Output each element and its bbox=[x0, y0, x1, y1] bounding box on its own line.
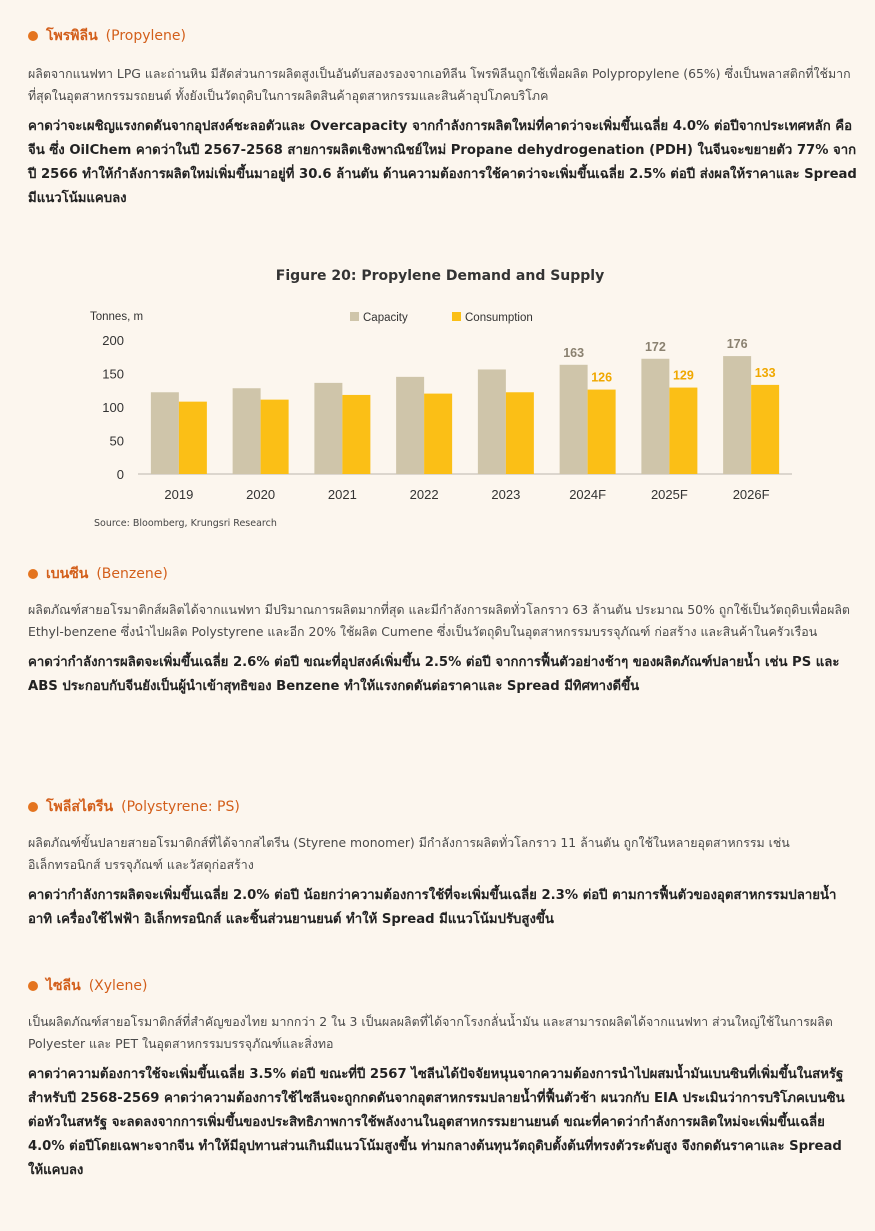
y-axis-label: Tonnes, m bbox=[90, 311, 144, 323]
bar-capacity bbox=[560, 365, 588, 474]
chart-source: Source: Bloomberg, Krungsri Research bbox=[94, 518, 277, 529]
data-label: 163 bbox=[563, 345, 585, 360]
data-label: 172 bbox=[644, 339, 666, 354]
section-heading bbox=[28, 563, 853, 585]
legend-label: Consumption bbox=[465, 312, 533, 324]
section-benzene bbox=[28, 563, 853, 699]
bar-consumption bbox=[424, 394, 452, 474]
y-tick-label: 0 bbox=[116, 467, 124, 482]
x-tick-label: 2023 bbox=[491, 487, 521, 502]
bullet-icon bbox=[28, 31, 38, 41]
section-outlook: คาดว่ากำลังการผลิตจะเพิ่มขึ้นเฉลี่ย 2.6% ต่อปี ขณะที่อุปสงค์เพิ่มขึ้น 2.5% ต่อปี จากการฟื้นตัวอย่างช้าๆ ของผลิตภัณฑ์ปลายน้ำ เช่น PS และ ABS ประกอบกับจีนยังเป็นผู้นำเข้าสุทธิของ Benzene ทำให้แรงกดดันต่อราคาและ Spread มีทิศทางดีขึ้น bbox=[28, 655, 840, 694]
legend-swatch bbox=[452, 312, 461, 321]
legend-label: Capacity bbox=[363, 312, 408, 324]
y-tick-label: 150 bbox=[102, 366, 124, 382]
bullet-icon bbox=[28, 802, 38, 812]
y-tick-label: 50 bbox=[109, 433, 124, 449]
x-tick-label: 2026F bbox=[732, 487, 770, 502]
data-label: 129 bbox=[672, 368, 694, 383]
chart-title: Figure 20: Propylene Demand and Supply bbox=[275, 268, 605, 284]
section-description: ผลิตจากแนฟทา LPG และถ่านหิน มีสัดส่วนการผลิตสูงเป็นอันดับสองรองจากเอทิลีน โพรพิลีนถูกใช้เพื่อผลิต Polypropylene (65%) ซึ่งเป็นพลาสติกที่ใช้มากที่สุดในอุตสาหกรรมรถยนต์ ทั้งยังเป็นวัตถุดิบในการผลิตสินค้าอุตสาหกรรมและสินค้าอุปโภคบริโภค bbox=[28, 66, 851, 103]
section-xylene bbox=[28, 975, 853, 1183]
section-title-th: โพลีสไตรีน bbox=[46, 799, 114, 815]
bar-consumption bbox=[342, 395, 370, 474]
section-title-en: (Propylene) bbox=[105, 28, 186, 44]
bullet-icon bbox=[28, 569, 38, 579]
section-polystyrene bbox=[28, 796, 853, 932]
bar-consumption bbox=[179, 402, 207, 474]
bar-capacity bbox=[478, 369, 506, 474]
bar-capacity bbox=[641, 359, 669, 474]
figure-propylene-demand-supply bbox=[80, 260, 800, 540]
bar-capacity bbox=[314, 383, 342, 474]
x-tick-label: 2022 bbox=[409, 487, 439, 502]
data-label: 176 bbox=[726, 337, 748, 352]
section-description: เป็นผลิตภัณฑ์สายอโรมาติกส์ที่สำคัญของไทย มากกว่า 2 ใน 3 เป็นผลผลิตที่ได้จากโรงกลั่นน้ำมัน และสามารถผลิตได้จากแนฟทา ส่วนใหญ่ใช้ในการผลิต Polyester และ PET ในอุตสาหกรรมบรรจุภัณฑ์และสิ่งทอ bbox=[28, 1014, 833, 1051]
section-title-en: (Polystyrene: PS) bbox=[121, 799, 240, 815]
x-tick-label: 2024F bbox=[569, 487, 607, 502]
section-outlook: คาดว่าจะเผชิญแรงกดดันจากอุปสงค์ชะลอตัวและ Overcapacity จากกำลังการผลิตใหม่ที่คาดว่าจะเพิ่มขึ้นเฉลี่ย 4.0% ต่อปีจากประเทศหลัก คือ จีน ซึ่ง OilChem คาดว่าในปี 2567-2568 สายการผลิตเชิงพาณิชย์ใหม่ Propane dehydrogenation (PDH) ในจีนจะขยายตัว 77% จากปี 2566 ทำให้กำลังการผลิตใหม่เพิ่มขึ้นมาอยู่ที่ 30.6 ล้านตัน ด้านความต้องการใช้คาดว่าจะเพิ่มขึ้นเฉลี่ย 2.5% ต่อปี ส่งผลให้ราคาและ Spread มีแนวโน้มแคบลง bbox=[28, 119, 857, 206]
bar-consumption bbox=[669, 388, 697, 474]
bar-capacity bbox=[233, 388, 261, 474]
x-tick-label: 2020 bbox=[246, 487, 276, 502]
section-title-en: (Benzene) bbox=[96, 566, 168, 582]
x-tick-label: 2021 bbox=[327, 487, 357, 502]
section-outlook: คาดว่าความต้องการใช้จะเพิ่มขึ้นเฉลี่ย 3.5% ต่อปี ขณะที่ปี 2567 ไซลีนได้ปัจจัยหนุนจากความต้องการนำไปผสมน้ำมันเบนซินที่เพิ่มขึ้นในสหรัฐ สำหรับปี 2568-2569 คาดว่าความต้องการใช้ไซลีนจะถูกกดดันจากอุตสาหกรรมปลายน้ำที่ฟื้นตัวช้า ผนวกกับ EIA ประเมินว่าการบริโภคเบนซินต่อหัวในสหรัฐ จะลดลงจากการเพิ่มขึ้นของประสิทธิภาพการใช้พลังงานในอุตสาหกรรมยานยนต์ ขณะที่คาดว่ากำลังการผลิตใหม่จะเพิ่มขึ้นเฉลี่ย 4.0% ต่อปีโดยเฉพาะจากจีน ทำให้มีอุปทานส่วนเกินมีแนวโน้มสูงขึ้น ท่ามกลางต้นทุนวัตถุดิบตั้งต้นที่ทรงตัวระดับสูง จึงกดดันราคาและ Spread ให้แคบลง bbox=[28, 1067, 845, 1178]
bar-consumption bbox=[751, 385, 779, 474]
section-title-en: (Xylene) bbox=[88, 978, 148, 994]
bar-consumption bbox=[588, 390, 616, 474]
bullet-icon bbox=[28, 981, 38, 991]
section-title-th: โพรพิลีน bbox=[46, 28, 98, 44]
section-heading bbox=[28, 975, 853, 997]
bar-consumption bbox=[506, 392, 534, 474]
x-tick-label: 2019 bbox=[164, 487, 194, 502]
section-outlook: คาดว่ากำลังการผลิตจะเพิ่มขึ้นเฉลี่ย 2.0% ต่อปี น้อยกว่าความต้องการใช้ที่จะเพิ่มขึ้นเฉลี่ย 2.3% ต่อปี ตามการฟื้นตัวของอุตสาหกรรมปลายน้ำ อาทิ เครื่องใช้ไฟฟ้า อิเล็กทรอนิกส์ และชิ้นส่วนยานยนต์ ทำให้ Spread มีแนวโน้มปรับสูงขึ้น bbox=[28, 888, 837, 927]
section-title-th: เบนซีน bbox=[46, 566, 89, 582]
section-heading bbox=[28, 25, 857, 47]
y-tick-label: 100 bbox=[102, 400, 124, 415]
bar-consumption bbox=[261, 400, 289, 474]
section-description: ผลิตภัณฑ์สายอโรมาติกส์ผลิตได้จากแนฟทา มีปริมาณการผลิตมากที่สุด และมีกำลังการผลิตทั่วโลกราว 63 ล้านตัน ประมาณ 50% ถูกใช้เป็นวัตถุดิบเพื่อผลิต Ethyl-benzene ซึ่งนำไปผลิต Polystyrene และอีก 20% ใช้ผลิต Cumene ซึ่งเป็นวัตถุดิบในอุตสาหกรรมบรรจุภัณฑ์ ก่อสร้าง และสินค้าในครัวเรือน bbox=[28, 602, 850, 639]
section-propylene bbox=[28, 25, 857, 211]
section-description: ผลิตภัณฑ์ขั้นปลายสายอโรมาติกส์ที่ได้จากสไตรีน (Styrene monomer) มีกำลังการผลิตทั่วโลกราว 11 ล้านตัน ถูกใช้ในหลายอุตสาหกรรม เช่น อิเล็กทรอนิกส์ บรรจุภัณฑ์ และวัสดุก่อสร้าง bbox=[28, 835, 790, 872]
bar-capacity bbox=[151, 392, 179, 474]
data-label: 126 bbox=[591, 370, 613, 385]
section-title-th: ไซลีน bbox=[46, 978, 81, 994]
x-tick-label: 2025F bbox=[650, 487, 688, 502]
y-tick-label: 200 bbox=[102, 333, 124, 348]
section-heading bbox=[28, 796, 853, 818]
bar-chart bbox=[80, 298, 800, 548]
data-label: 133 bbox=[754, 365, 776, 380]
bar-capacity bbox=[396, 377, 424, 474]
legend-swatch bbox=[350, 312, 359, 321]
bar-capacity bbox=[723, 356, 751, 474]
